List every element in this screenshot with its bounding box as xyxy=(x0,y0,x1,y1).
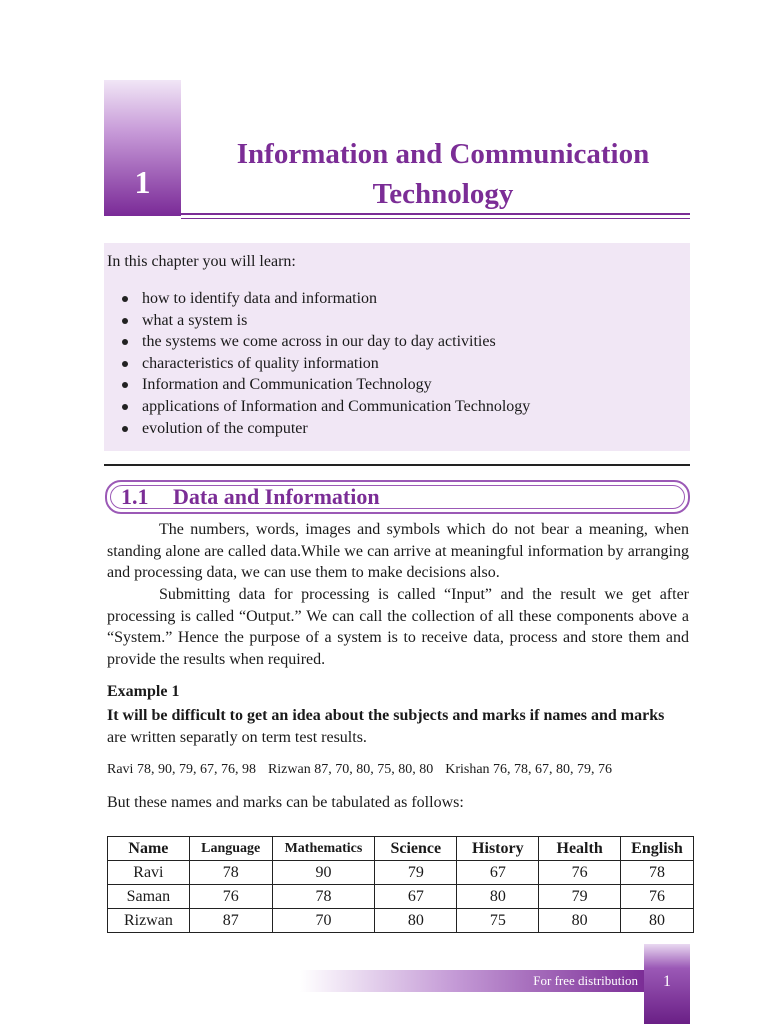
table-row xyxy=(108,909,694,933)
bullet-icon xyxy=(122,382,128,388)
list-item-text: evolution of the computer xyxy=(142,419,308,437)
page-number-tab xyxy=(644,944,690,1024)
footer-bar xyxy=(300,970,644,992)
paragraph xyxy=(107,519,689,584)
title-underline xyxy=(181,213,690,215)
table-cell: 67 xyxy=(457,861,539,885)
table-cell: 80 xyxy=(539,909,621,933)
list-item xyxy=(104,353,530,375)
chapter-number-block xyxy=(104,80,181,216)
table-cell: 78 xyxy=(189,861,272,885)
table-cell: 87 xyxy=(189,909,272,933)
bullet-icon xyxy=(122,404,128,410)
table-cell: 75 xyxy=(457,909,539,933)
learning-list xyxy=(104,288,530,439)
list-item-text: how to identify data and information xyxy=(142,290,378,307)
list-item xyxy=(104,374,530,396)
table-row xyxy=(108,885,694,909)
table-header-cell: Mathematics xyxy=(272,837,375,861)
table-cell: Rizwan xyxy=(108,909,190,933)
tabulate-text: But these names and marks can be tabulated as follows: xyxy=(107,794,464,811)
page-number: 1 xyxy=(663,973,671,990)
raw-marks-entry: Krishan 76, 78, 67, 80, 79, 76 xyxy=(445,762,613,777)
list-item-text: Information and Communication Technology xyxy=(142,376,432,394)
example-title: Example 1 xyxy=(107,683,180,700)
example-description-bold: It will be difficult to get an idea about the subjects and marks if names and marks xyxy=(107,707,665,724)
marks-table xyxy=(107,836,694,933)
chapter-title xyxy=(196,134,690,214)
table-cell: 78 xyxy=(272,885,375,909)
table-cell: Ravi xyxy=(108,861,190,885)
table-cell: 79 xyxy=(375,861,457,885)
table-header-cell: Name xyxy=(108,837,190,861)
learning-intro: In this chapter you will learn: xyxy=(107,253,296,270)
section-divider xyxy=(104,464,690,466)
footer-text: For free distribution xyxy=(533,973,638,988)
table-header-row xyxy=(108,837,694,861)
table-cell: 79 xyxy=(539,885,621,909)
learning-objectives-box xyxy=(104,243,690,451)
table-cell: 80 xyxy=(457,885,539,909)
table-header-cell: History xyxy=(457,837,539,861)
paragraph-text: The numbers, words, images and symbols which do not bear a meaning, when standing alone are called data.While we can arrive at meaningful information by arranging and processing data, we can use them to make decisions also. xyxy=(107,521,689,582)
bullet-icon xyxy=(122,296,128,302)
table-cell: 80 xyxy=(375,909,457,933)
table-cell: 70 xyxy=(272,909,375,933)
list-item xyxy=(104,418,530,440)
example-description-rest: are written separatly on term test results. xyxy=(107,729,367,746)
section-number: 1.1 xyxy=(121,484,149,509)
table-cell: 76 xyxy=(189,885,272,909)
bullet-icon xyxy=(122,426,128,432)
list-item-text: what a system is xyxy=(142,311,248,329)
list-item-text: applications of Information and Communication Technology xyxy=(142,397,531,415)
list-item-text: the systems we come across in our day to day activities xyxy=(142,333,496,351)
table-cell: 78 xyxy=(620,861,693,885)
list-item xyxy=(104,310,530,332)
table-cell: 80 xyxy=(620,909,693,933)
table-header-cell: Language xyxy=(189,837,272,861)
section-heading xyxy=(121,484,380,510)
raw-marks-entry: Ravi 78, 90, 79, 67, 76, 98 xyxy=(107,762,256,777)
chapter-number: 1 xyxy=(134,164,151,200)
bullet-icon xyxy=(122,361,128,367)
table-cell: 90 xyxy=(272,861,375,885)
bullet-icon xyxy=(122,339,128,345)
table-header-cell: Science xyxy=(375,837,457,861)
section-title: Data and Information xyxy=(173,484,380,509)
list-item xyxy=(104,331,530,353)
raw-marks-line xyxy=(107,762,624,778)
chapter-title-line-2: Technology xyxy=(372,178,514,210)
list-item-text: characteristics of quality information xyxy=(142,354,379,372)
list-item xyxy=(104,288,530,310)
title-underline-thin xyxy=(181,218,690,219)
table-header-cell: English xyxy=(620,837,693,861)
table-header-cell: Health xyxy=(539,837,621,861)
table-cell: 67 xyxy=(375,885,457,909)
raw-marks-entry: Rizwan 87, 70, 80, 75, 80, 80 xyxy=(267,762,434,777)
bullet-icon xyxy=(122,318,128,324)
example-description xyxy=(107,705,689,749)
table-cell: Saman xyxy=(108,885,190,909)
table-row xyxy=(108,861,694,885)
chapter-title-line-1: Information and Communication xyxy=(236,138,650,170)
table-cell: 76 xyxy=(539,861,621,885)
table-cell: 76 xyxy=(620,885,693,909)
paragraph-text: Submitting data for processing is called “Input” and the result we get after processing is called “Output.” We can call the collection of all these components above a “System.” Hence the purpose of a system is to receive data, process and store them and provide the results when required. xyxy=(107,586,689,668)
list-item xyxy=(104,396,530,418)
paragraph xyxy=(107,584,689,670)
